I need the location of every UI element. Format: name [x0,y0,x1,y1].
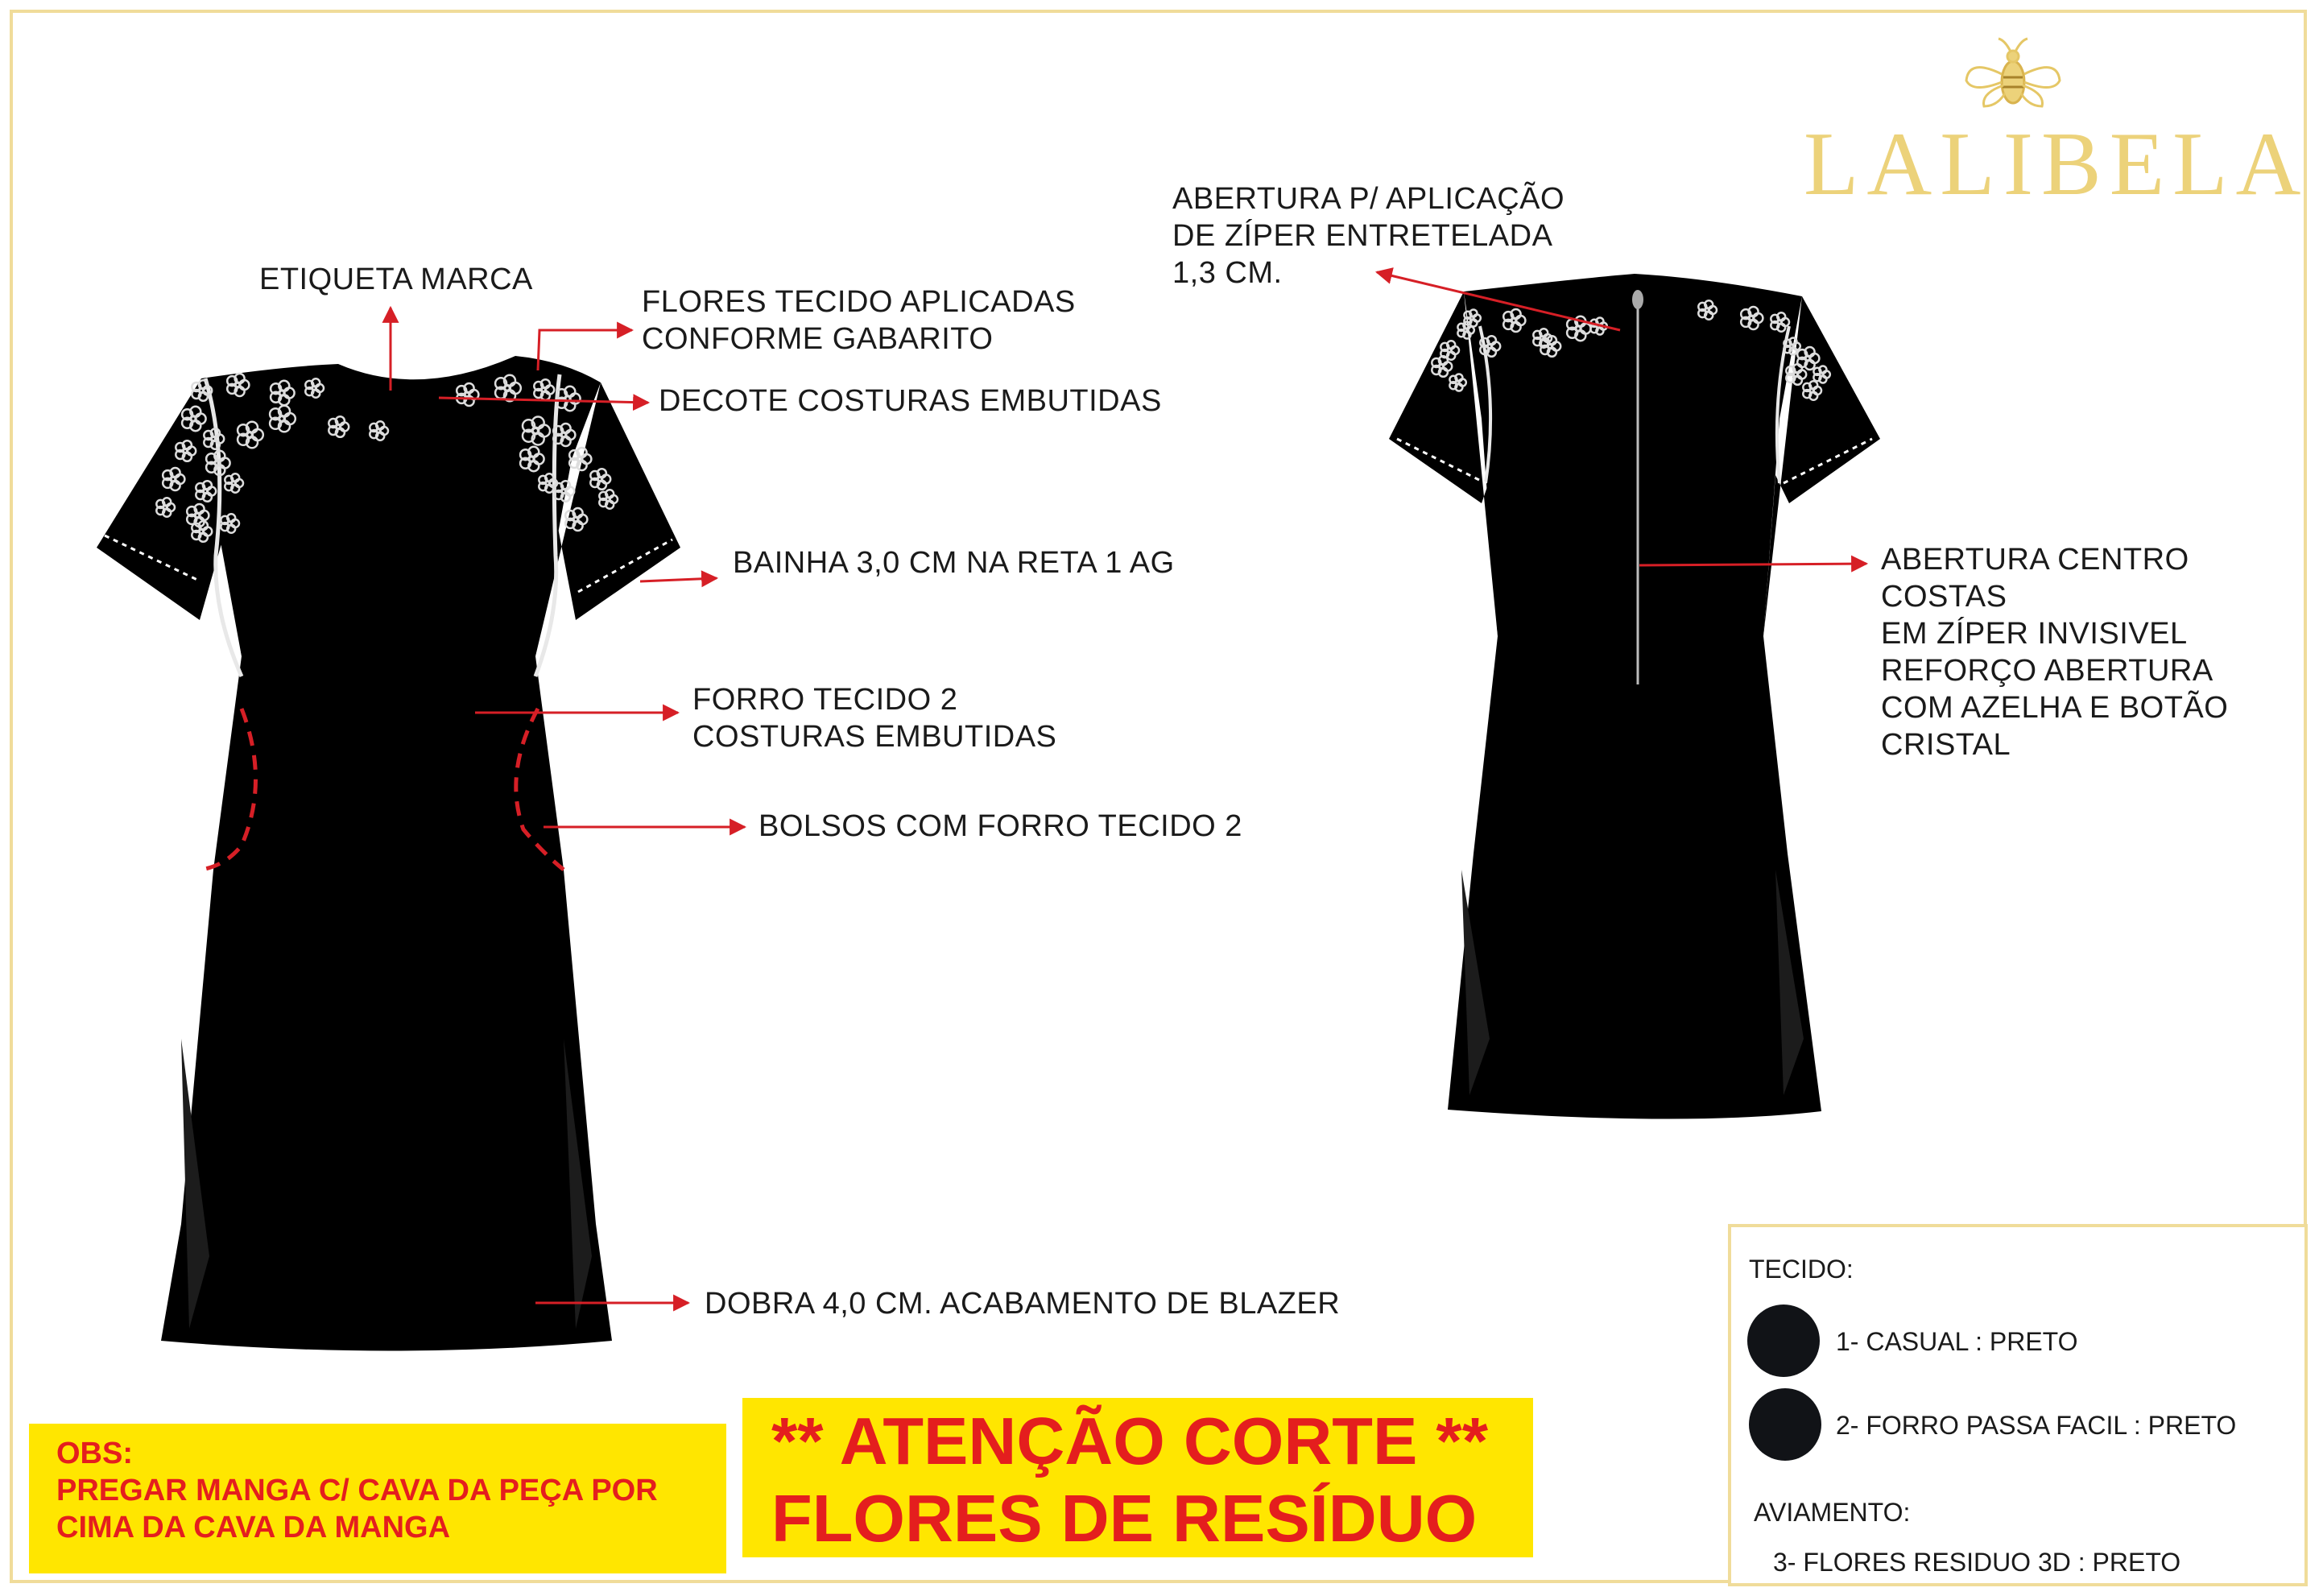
back-dress-body [1448,274,1821,1119]
label-bolsos: BOLSOS COM FORRO TECIDO 2 [758,809,1242,843]
label-forro: FORRO TECIDO 2 COSTURAS EMBUTIDAS [692,683,1057,754]
label-decote: DECOTE COSTURAS EMBUTIDAS [659,384,1162,418]
obs-line: CIMA DA CAVA DA MANGA [56,1511,451,1544]
obs-title: OBS: [56,1437,133,1470]
brand-name: LALIBELA [1804,114,2309,214]
fabric-swatch-casual [1747,1305,1820,1377]
front-dress [97,356,680,1351]
cut-warning [742,1398,1533,1557]
aviamento-title: AVIAMENTO: [1754,1498,1911,1527]
label-bainha: BAINHA 3,0 CM NA RETA 1 AG [733,546,1175,580]
label-abertura-ziper: ABERTURA P/ APLICAÇÃO DE ZÍPER ENTRETELADA 1,3 CM. [1172,182,1565,290]
label-dobra: DOBRA 4,0 CM. ACABAMENTO DE BLAZER [705,1287,1341,1321]
warning-line-2: FLORES DE RESÍDUO [771,1481,1478,1556]
aviamento-item: 3- FLORES RESIDUO 3D : PRETO [1773,1548,2181,1577]
label-etiqueta-marca: ETIQUETA MARCA [259,263,533,296]
fabric-forro-label: 2- FORRO PASSA FACIL : PRETO [1836,1411,2237,1440]
fabric-swatch-forro [1749,1388,1821,1461]
warning-line-1: ** ATENÇÃO CORTE ** [771,1404,1489,1478]
label-abertura-centro: ABERTURA CENTRO COSTAS EM ZÍPER INVISIVEL REFORÇO ABERTURA COM AZELHA E BOTÃO CRISTAL [1881,543,2229,762]
fabric-casual-label: 1- CASUAL : PRETO [1836,1327,2078,1356]
bee-icon [1966,39,2060,106]
tecido-title: TECIDO: [1749,1255,1854,1284]
label-flores-tecido: FLORES TECIDO APLICADAS CONFORME GABARITO [642,285,1076,356]
obs-note [29,1424,726,1573]
materials-spec [1728,1224,2308,1586]
obs-line: PREGAR MANGA C/ CAVA DA PEÇA POR [56,1474,658,1507]
back-dress [1389,274,1880,1119]
